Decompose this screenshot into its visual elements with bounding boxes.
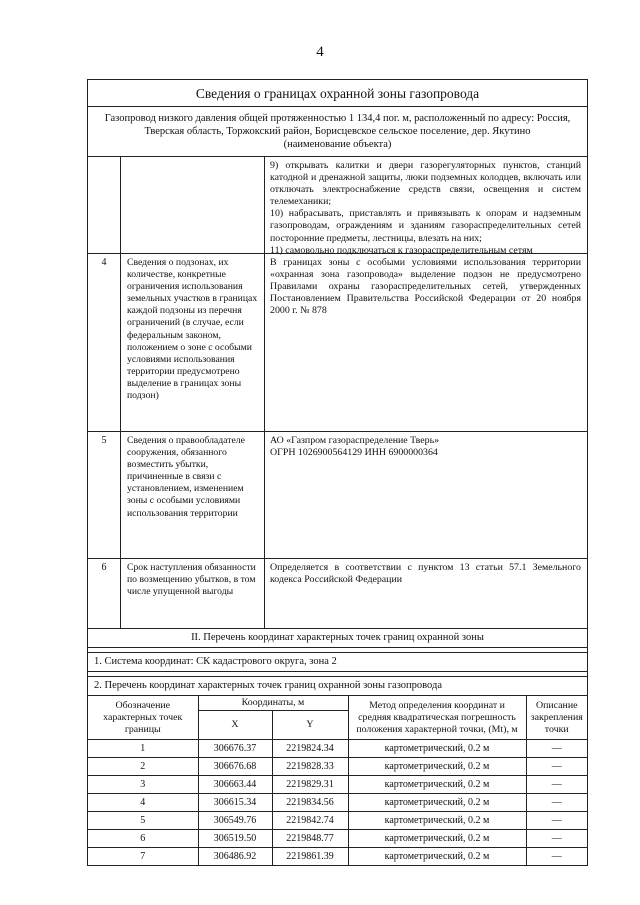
point-x: 306676.68 <box>198 758 272 776</box>
compensation-term-row <box>88 559 587 629</box>
point-number: 1 <box>88 740 198 758</box>
point-x: 306519.50 <box>198 830 272 848</box>
page-number: 4 <box>316 44 324 60</box>
coordinate-system: 1. Система координат: СК кадастрового округа, зона 2 <box>88 653 587 672</box>
point-number: 7 <box>88 848 198 866</box>
restrictions-text <box>265 157 587 256</box>
header-y: Y <box>272 711 348 740</box>
point-method: картометрический, 0.2 м <box>348 812 526 830</box>
coordinates-table <box>88 696 587 865</box>
table-row <box>88 740 587 758</box>
row-number: 4 <box>88 254 121 431</box>
table-row <box>88 758 587 776</box>
object-description <box>88 107 587 157</box>
table-row <box>88 776 587 794</box>
rightholder-name: АО «Газпром газораспределение Тверь» <box>270 435 440 446</box>
point-description: — <box>526 758 587 776</box>
point-y: 2219842.74 <box>272 812 348 830</box>
point-number: 3 <box>88 776 198 794</box>
object-caption: (наименование объекта) <box>283 139 392 150</box>
point-description: — <box>526 848 587 866</box>
point-x: 306486.92 <box>198 848 272 866</box>
row-name-cell <box>121 157 265 253</box>
row-value: Определяется в соответствии с пунктом 13 статьи 57.1 Земельного кодекса Российской Федерации <box>270 562 581 586</box>
row-number: 6 <box>88 559 121 628</box>
header-description: Описание закрепления точки <box>526 696 587 740</box>
point-description: — <box>526 740 587 758</box>
point-method: картометрический, 0.2 м <box>348 848 526 866</box>
point-y: 2219828.33 <box>272 758 348 776</box>
row-value <box>265 432 587 558</box>
subzones-row <box>88 254 587 432</box>
point-x: 306549.76 <box>198 812 272 830</box>
header-point: Обозначение характерных точек границы <box>88 696 198 740</box>
point-number: 2 <box>88 758 198 776</box>
point-number: 5 <box>88 812 198 830</box>
row-number-cell <box>88 157 121 253</box>
point-x: 306615.34 <box>198 794 272 812</box>
object-line-2: Тверская область, Торжокский район, Борисцевское сельское поселение, дер. Якутино <box>144 126 531 137</box>
point-description: — <box>526 776 587 794</box>
restrictions-continuation-row <box>88 157 587 254</box>
point-method: картометрический, 0.2 м <box>348 794 526 812</box>
object-line-1: Газопровод низкого давления общей протяженностью 1 134,4 пог. м, расположенный по адресу: Россия, <box>104 113 571 124</box>
zone-info-sheet <box>87 79 588 866</box>
coordinates-list-title: 2. Перечень координат характерных точек границ охранной зоны газопровода <box>88 677 587 696</box>
point-x: 306676.37 <box>198 740 272 758</box>
row-label: Срок наступления обязанности по возмещению убытков, в том числе упущенной выгоды <box>121 559 265 628</box>
table-row <box>88 830 587 848</box>
rightholder-registration: ОГРН 1026900564129 ИНН 6900000364 <box>270 447 438 459</box>
point-y: 2219861.39 <box>272 848 348 866</box>
row-number: 5 <box>88 432 121 558</box>
document-title: Сведения о границах охранной зоны газопровода <box>88 80 587 107</box>
table-row <box>88 812 587 830</box>
point-method: картометрический, 0.2 м <box>348 740 526 758</box>
point-number: 6 <box>88 830 198 848</box>
point-number: 4 <box>88 794 198 812</box>
point-description: — <box>526 830 587 848</box>
row-label: Сведения о подзонах, их количестве, конкретные ограничения использования земельных участков в границах каждой подзоны из перечня ограничений (в случае, если федеральным законом, положением о зоне с особыми условиями использования территории предусмотрено выделение в границах зоны подзон) <box>121 254 265 431</box>
row-value: В границах зоны с особыми условиями использования территории «охранная зона газопровода» выделение подзон не предусмотрено Правилами охраны газораспределительных сетей, утвержденных Постановлением Правительства Российской Федерации от 20 ноября 2000 г. № 878 <box>270 257 581 317</box>
section-2-title: II. Перечень координат характерных точек границ охранной зоны <box>88 629 587 648</box>
point-method: картометрический, 0.2 м <box>348 776 526 794</box>
header-method: Метод определения координат и средняя квадратическая погрешность положения характерной точки, (Mt), м <box>348 696 526 740</box>
header-coordinates: Координаты, м <box>198 696 348 711</box>
point-x: 306663.44 <box>198 776 272 794</box>
restriction-item-11: 11) самовольно подключаться к газораспределительным сетям <box>270 244 533 256</box>
point-description: — <box>526 794 587 812</box>
point-y: 2219834.56 <box>272 794 348 812</box>
restriction-item-9: 9) открывать калитки и двери газорегуляторных пунктов, станций катодной и дренажной защиты, люки подземных колодцев, включать или отключать электроснабжение средств связи, освещения и систем телемеханики; <box>270 160 581 208</box>
rightholder-row <box>88 432 587 559</box>
point-y: 2219829.31 <box>272 776 348 794</box>
row-label: Сведения о правообладателе сооружения, обязанного возместить убытки, причиненные в связи с установлением, изменением зоны с особыми условиями использования территории <box>121 432 265 558</box>
header-x: X <box>198 711 272 740</box>
restriction-item-10: 10) набрасывать, приставлять и привязывать к опорам и надземным газопроводам, ограждениям и зданиям газораспределительных сетей посторонние предметы, лестницы, влезать на них; <box>270 208 581 244</box>
point-y: 2219848.77 <box>272 830 348 848</box>
point-y: 2219824.34 <box>272 740 348 758</box>
point-method: картометрический, 0.2 м <box>348 830 526 848</box>
point-method: картометрический, 0.2 м <box>348 758 526 776</box>
coordinates-table-wrap <box>88 696 587 865</box>
point-description: — <box>526 812 587 830</box>
table-row <box>88 794 587 812</box>
table-row <box>88 848 587 866</box>
